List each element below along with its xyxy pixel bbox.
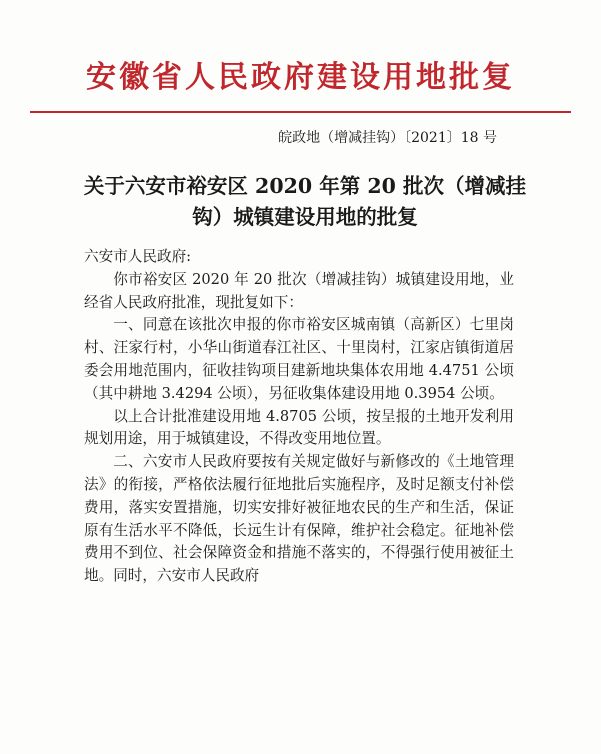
paragraph-intro: 你市裕安区 2020 年 20 批次（增减挂钩）城镇建设用地，业经省人民政府批准，现批复如下： — [84, 270, 514, 311]
header-divider — [30, 111, 571, 113]
document-header-title: 安徽省人民政府建设用地批复 — [86, 60, 515, 95]
document-body — [84, 246, 514, 588]
document-number: 皖政地（增减挂钩）〔2021〕18 号 — [278, 130, 497, 146]
paragraph-item-one: 一、同意在该批次申报的你市裕安区城南镇（高新区）七里岗村、汪家行村，小华山街道春江社区、十里岗村，江家店镇街道居委会用地范围内，征收挂钩项目建新地块集体农用地 4.4751 公顷（其中耕地 3.4294 公顷），另征收集体建设用地 0.3954 公顷。 — [84, 316, 514, 402]
salutation: 六安市人民政府: — [84, 248, 192, 265]
document-title: 关于六安市裕安区 2020 年第 20 批次（增减挂钩）城镇建设用地的批复 — [83, 174, 527, 229]
paragraph-total: 以上合计批准建设用地 4.8705 公顷，按呈报的土地开发利用规划用途，用于城镇建设，不得改变用地位置。 — [84, 407, 514, 448]
paragraph-item-two: 二、六安市人民政府要按有关规定做好与新修改的《土地管理法》的衔接，严格依法履行征地批后实施程序，及时足额支付补偿费用，落实安置措施，切实安排好被征地农民的生产和生活，保证原有生活水平不降低，长远生计有保障，维护社会稳定。征地补偿费用不到位、社会保障资金和措施不落实的，不得强行使用被征土地。同时，六安市人民政府 — [84, 453, 514, 585]
